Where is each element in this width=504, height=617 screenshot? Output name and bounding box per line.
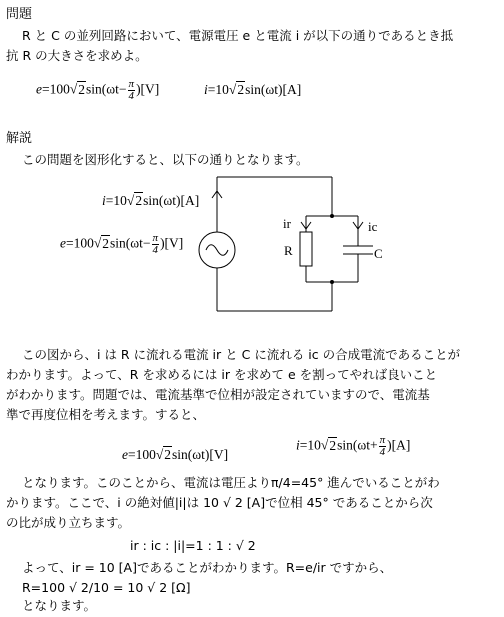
diagram-r-label: R — [284, 243, 293, 258]
problem-voltage-equation: e=100√2sin(ωt− $\frac{\pi}{4}$ )[V] — [36, 78, 160, 102]
diagram-voltage-label: e=100√2sin(ωt− $\frac{\pi}{4}$ )[V] — [60, 232, 184, 256]
para2-line1: となります。このことから、電流は電圧よりπ/4=45° 進んでいることがわ — [22, 475, 440, 490]
diagram-current-label: i=10√2sin(ωt)[A] — [102, 193, 200, 208]
problem-current-equation: i=10√2sin(ωt)[A] — [204, 82, 302, 97]
diagram-c-label: C — [374, 246, 383, 261]
phase-current-equation: i=10√2sin(ωt+ $\frac{\pi}{4}$ )[A] — [296, 434, 411, 458]
solution-heading: 解説 — [6, 131, 33, 146]
problem-heading: 問題 — [6, 7, 33, 22]
para3-line3: となります。 — [22, 598, 97, 613]
para1-line3: がわかります。問題では、電流基準で位相が設定されていますので、電流基 — [6, 387, 430, 402]
current-ratio: ir : ic : |i|=1 : 1 : √ 2 — [130, 538, 256, 553]
problem-text-line1: R と C の並列回路において、電源電圧 e と電流 i が以下の通りであるとき抵 — [22, 28, 454, 43]
para3-line1: よって、ir = 10 [A]であることがわかります。R=e/ir ですから、 — [22, 560, 393, 575]
para1-line2: わかります。よって、R を求めるには ir を求めて e を割ってやれば良いこと — [6, 367, 438, 382]
para1-line4: 準で再度位相を考えます。すると、 — [6, 407, 206, 422]
diagram-ir-label: ir — [283, 216, 291, 231]
para1-line1: この図から、i は R に流れる電流 ir と C に流れる ic の合成電流であることが — [22, 347, 461, 362]
problem-text-line2: 抗 R の大きさを求めよ。 — [6, 48, 148, 63]
solution-intro: この問題を図形化すると、以下の通りとなります。 — [22, 152, 309, 167]
para2-line3: の比が成り立ちます。 — [6, 515, 131, 530]
resistance-result: R=100 √ 2/10 = 10 √ 2 [Ω] — [22, 580, 191, 595]
phase-voltage-equation: e=100√2sin(ωt)[V] — [122, 447, 229, 462]
para2-line2: かります。ここで、i の絶対値|i|は 10 √ 2 [A]で位相 45° であることから次 — [6, 495, 433, 510]
diagram-ic-label: ic — [368, 219, 378, 234]
